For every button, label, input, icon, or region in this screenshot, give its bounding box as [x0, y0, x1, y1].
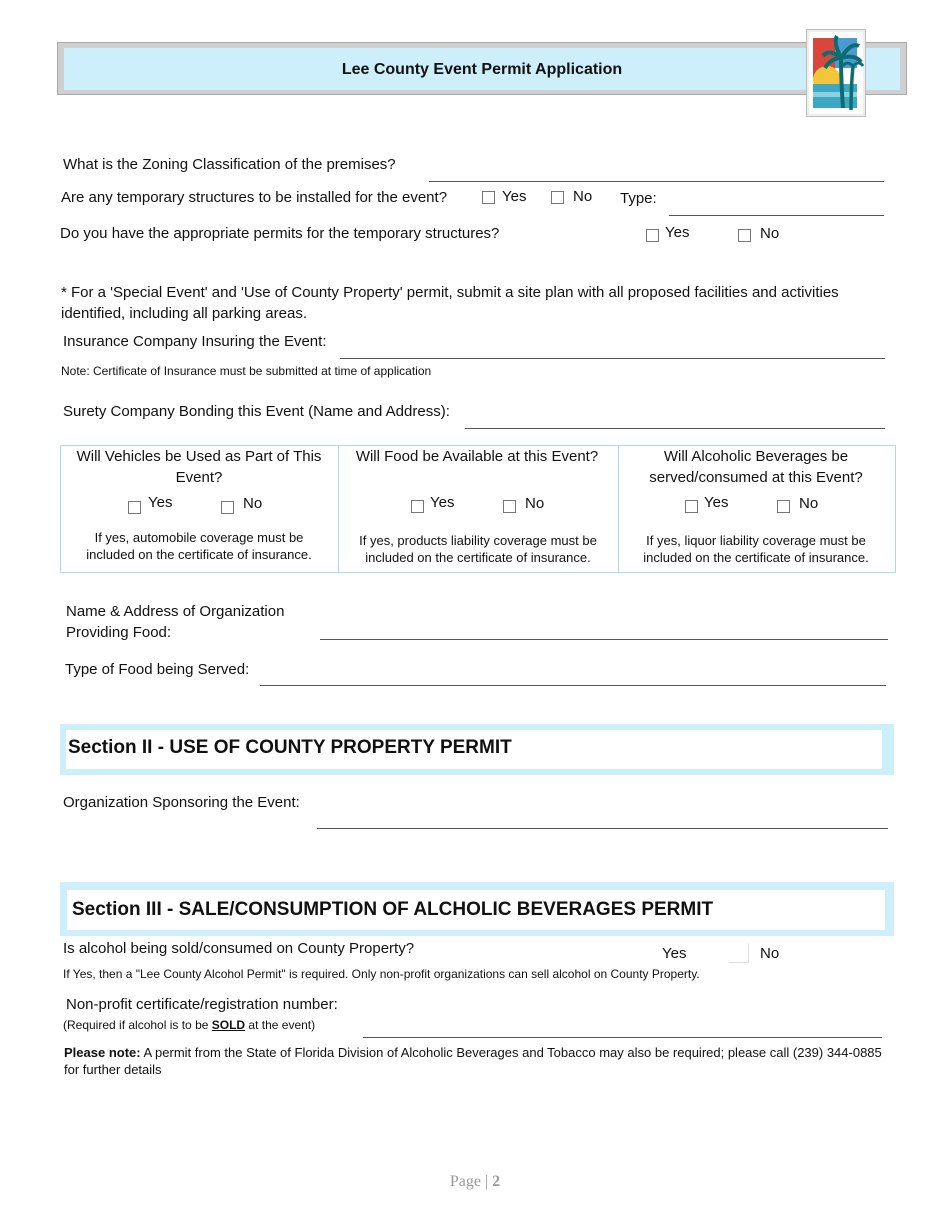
section-3-title: Section III - SALE/CONSUMPTION OF ALCHOLIC BEVERAGES PERMIT: [72, 899, 714, 920]
alcohol-yes-label: Yes: [704, 494, 729, 511]
temp-structures-yes-checkbox[interactable]: [482, 191, 495, 204]
requirement-text: (Required if alcohol is to be: [63, 1018, 212, 1032]
type-field[interactable]: [669, 215, 884, 216]
please-note-text: A permit from the State of Florida Division of Alcoholic Beverages and Tobacco may also be required; please call (239) 344-0885 for further details: [64, 1045, 882, 1077]
surety-field[interactable]: [465, 428, 885, 429]
alcohol-sold-checkbox[interactable]: [729, 943, 749, 963]
alcohol-no-checkbox[interactable]: [777, 500, 790, 513]
alcohol-yes-checkbox[interactable]: [685, 500, 698, 513]
insurance-note: Note: Certificate of Insurance must be submitted at time of application: [61, 364, 432, 378]
food-org-label-line2: Providing Food:: [66, 624, 172, 641]
food-yes-label: Yes: [430, 494, 455, 511]
alcohol-permit-note: If Yes, then a "Lee County Alcohol Permit" is required. Only non-profit organizations can sell alcohol on County Property.: [63, 967, 700, 981]
alcohol-question: Will Alcoholic Beverages be served/consumed at this Event?: [649, 448, 863, 486]
vehicles-no-label: No: [243, 495, 263, 512]
alcohol-sold-no-label: No: [760, 945, 780, 962]
zoning-label: What is the Zoning Classification of the premises?: [63, 156, 396, 173]
nonprofit-requirement: [63, 1018, 315, 1032]
food-type-field[interactable]: [260, 685, 886, 686]
insurance-label: Insurance Company Insuring the Event:: [63, 333, 327, 350]
sponsor-field[interactable]: [317, 828, 888, 829]
vehicles-question: Will Vehicles be Used as Part of This Event?: [76, 448, 322, 486]
permits-label: Do you have the appropriate permits for the temporary structures?: [60, 225, 500, 242]
food-no-label: No: [525, 495, 545, 512]
alcohol-no-label: No: [799, 495, 819, 512]
sponsor-label: Organization Sponsoring the Event:: [63, 794, 300, 811]
food-org-label-line1: Name & Address of Organization: [66, 603, 285, 620]
insurance-field[interactable]: [340, 358, 885, 359]
please-note-label: Please note:: [64, 1045, 141, 1060]
nonprofit-label: Non-profit certificate/registration number:: [66, 996, 338, 1013]
vehicles-yes-label: Yes: [148, 494, 173, 511]
zoning-field[interactable]: [429, 181, 884, 182]
page-separator: |: [484, 1173, 489, 1190]
alcohol-sold-label: Is alcohol being sold/consumed on County Property?: [63, 940, 415, 957]
alcohol-sold-yes-label: Yes: [662, 945, 687, 962]
permits-yes-label: Yes: [665, 224, 690, 241]
food-no-checkbox[interactable]: [503, 500, 516, 513]
please-note: [64, 1044, 890, 1078]
section-2-title: Section II - USE OF COUNTY PROPERTY PERMIT: [68, 737, 512, 758]
alcohol-note: If yes, liquor liability coverage must be included on the certificate of insurance.: [643, 533, 869, 565]
vehicles-note: If yes, automobile coverage must be included on the certificate of insurance.: [86, 530, 312, 562]
requirement-text-end: at the event): [245, 1018, 316, 1032]
column-divider: [338, 446, 339, 572]
food-yes-checkbox[interactable]: [411, 500, 424, 513]
permits-yes-checkbox[interactable]: [646, 229, 659, 242]
site-plan-note: * For a 'Special Event' and 'Use of County Property' permit, submit a site plan with all proposed facilities and activities identified, including all parking areas.: [61, 284, 839, 322]
vehicles-no-checkbox[interactable]: [221, 501, 234, 514]
requirement-sold: SOLD: [211, 1018, 246, 1032]
page-title: Lee County Event Permit Application: [341, 61, 623, 78]
temp-structures-label: Are any temporary structures to be installed for the event?: [61, 189, 448, 206]
column-divider: [618, 446, 619, 572]
food-type-label: Type of Food being Served:: [65, 661, 250, 678]
type-label: Type:: [620, 190, 657, 207]
temp-structures-yes-label: Yes: [502, 188, 527, 205]
permits-no-checkbox[interactable]: [738, 229, 751, 242]
permits-no-label: No: [760, 225, 780, 242]
food-note: If yes, products liability coverage must be included on the certificate of insurance.: [359, 533, 597, 565]
surety-label: Surety Company Bonding this Event (Name and Address):: [63, 403, 450, 420]
vehicles-yes-checkbox[interactable]: [128, 501, 141, 514]
temp-structures-no-label: No: [573, 188, 593, 205]
food-question: Will Food be Available at this Event?: [355, 448, 599, 465]
nonprofit-field[interactable]: [363, 1037, 882, 1038]
page-footer: [0, 1173, 950, 1191]
page-label: Page: [449, 1173, 481, 1190]
lee-county-palm-logo-icon: [806, 29, 866, 117]
temp-structures-no-checkbox[interactable]: [551, 191, 564, 204]
food-org-field[interactable]: [320, 639, 888, 640]
page-number: 2: [492, 1173, 501, 1190]
